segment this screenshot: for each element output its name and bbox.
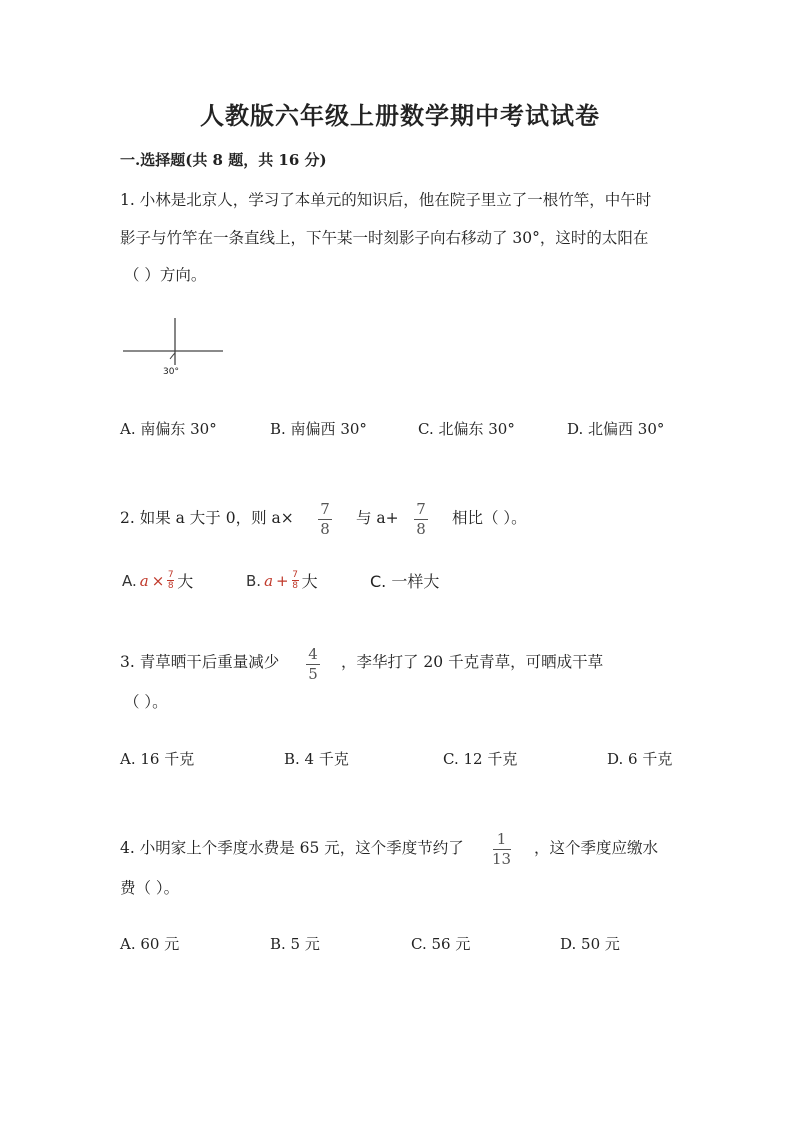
numerator: 7 [167, 569, 174, 580]
q3-option-a[interactable]: A. 16 千克 [120, 750, 195, 768]
q2-text-part2: 与 a+ [356, 509, 399, 527]
q2-frac2-numerator: 7 [416, 500, 426, 518]
denominator: 8 [292, 580, 298, 591]
q3-text-part2: ，李华打了 20 千克青草，可晒成干草 [341, 653, 604, 671]
option-word: 大 [301, 572, 318, 591]
q4-line2: 费（ ）。 [120, 879, 180, 897]
q1-option-c[interactable]: C. 北偏东 30° [418, 420, 515, 438]
section-heading: 一.选择题(共 8 题，共 16 分) [120, 151, 327, 169]
q1-line1: 1. 小林是北京人，学习了本单元的知识后，他在院子里立了一根竹竿，中午时 [120, 191, 652, 209]
q3-numerator: 4 [308, 645, 318, 663]
q2-text-part3: 相比（ ）。 [452, 509, 527, 527]
q3-option-c[interactable]: C. 12 千克 [443, 750, 518, 768]
angle-label: 30° [163, 367, 179, 377]
q3-fraction [306, 646, 320, 683]
q1-line2: 影子与竹竿在一条直线上，下午某一时刻影子向右移动了 30°，这时的太阳在 [120, 229, 649, 247]
q3-line2: （ ）。 [124, 693, 168, 711]
q4-option-a[interactable]: A. 60 元 [120, 935, 180, 953]
q2-option-a[interactable] [122, 569, 193, 592]
q4-text-part2: ，这个季度应缴水 [534, 839, 659, 857]
variable-a: a [139, 571, 149, 590]
q3-option-b[interactable]: B. 4 千克 [284, 750, 349, 768]
q4-text-part1: 4. 小明家上个季度水费是 65 元，这个季度节约了 [120, 839, 464, 857]
q2-fraction-1 [318, 501, 332, 538]
q1-figure [120, 315, 230, 380]
q1-option-a[interactable]: A. 南偏东 30° [120, 420, 217, 438]
q2-fraction-2 [414, 501, 428, 538]
variable-a: a [264, 571, 274, 590]
q1-option-d[interactable]: D. 北偏西 30° [567, 420, 665, 438]
denominator: 8 [167, 580, 174, 591]
small-fraction [292, 571, 299, 591]
q2-frac2-denominator: 8 [416, 520, 426, 538]
operator: × [151, 571, 165, 590]
q4-fraction [492, 831, 511, 868]
q2-option-b[interactable] [246, 569, 318, 592]
q4-option-c[interactable]: C. 56 元 [411, 935, 471, 953]
q4-option-b[interactable]: B. 5 元 [270, 935, 320, 953]
q2-option-c[interactable] [370, 569, 439, 592]
q1-line3: （ ）方向。 [124, 266, 207, 284]
q3-text-part1: 3. 青草晒干后重量减少 [120, 653, 280, 671]
q2-text-part1: 2. 如果 a 大于 0，则 a× [120, 509, 294, 527]
q4-option-d[interactable]: D. 50 元 [560, 935, 620, 953]
q3-denominator: 5 [308, 665, 318, 683]
option-c-label: C. 一样大 [370, 572, 440, 591]
angle-arc [170, 353, 175, 359]
option-prefix: A. [122, 571, 137, 590]
option-prefix: B. [246, 571, 262, 590]
numerator: 7 [292, 569, 298, 580]
q2-frac1-denominator: 8 [320, 520, 330, 538]
small-fraction [167, 571, 174, 591]
q1-option-b[interactable]: B. 南偏西 30° [270, 420, 367, 438]
q4-denominator: 13 [492, 850, 512, 868]
page-title: 人教版六年级上册数学期中考试试卷 [200, 101, 600, 130]
q4-numerator: 1 [496, 830, 507, 848]
operator: + [276, 571, 289, 590]
q2-frac1-numerator: 7 [320, 500, 330, 518]
option-word: 大 [177, 572, 194, 591]
q3-option-d[interactable]: D. 6 千克 [607, 750, 673, 768]
